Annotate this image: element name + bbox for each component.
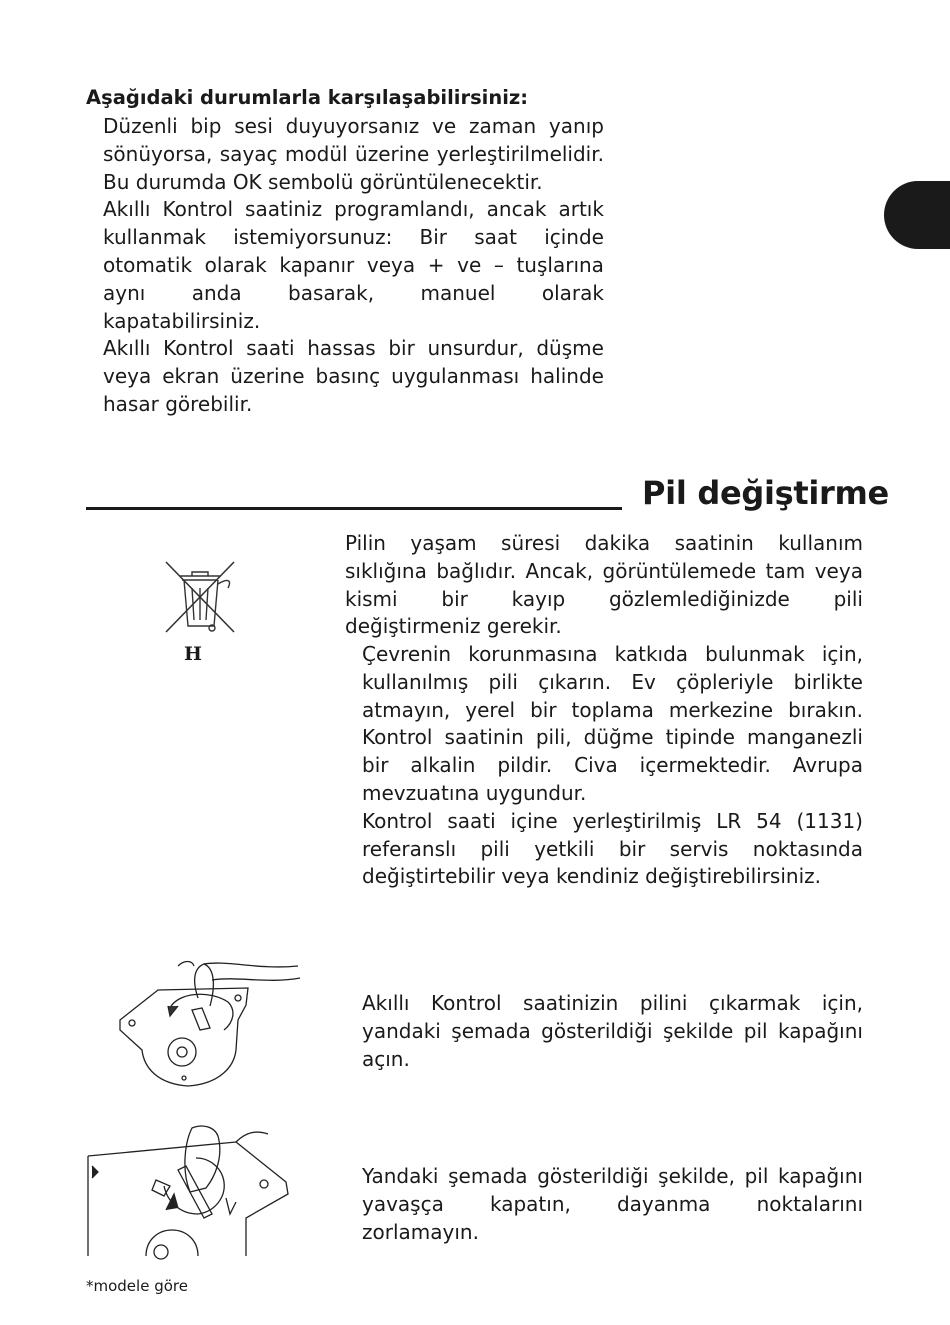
- intro-paragraph: [345, 530, 863, 641]
- step-line: yandaki şemada gösterildiği şekilde pil kapağını: [362, 1018, 863, 1043]
- open-battery-cover-illustration: [118, 960, 303, 1090]
- step-line: Akıllı Kontrol saatinizin pilini çıkarmak için,: [362, 991, 863, 1015]
- note-line: atmayın, yerel bir toplama merkezine bırakın.: [362, 697, 863, 722]
- note-line: Çevrenin korunmasına katkıda bulunmak için,: [362, 642, 863, 666]
- intro-line: kismi bir kayıp gözlemlediğinizde pili: [345, 586, 863, 611]
- chapter-tab: [884, 181, 950, 249]
- note-line: Kontrol saatinin pili, düğme tipinde manganezli: [362, 725, 863, 750]
- warnings-list: [103, 113, 604, 419]
- bin-caption: H: [184, 643, 202, 665]
- step-close-cover: [362, 1163, 863, 1246]
- warning-line: Akıllı Kontrol saatiniz programlandı, ancak artık: [103, 197, 604, 222]
- warning-line: aynı anda basarak, manuel olarak: [103, 280, 604, 305]
- section-rule: [86, 507, 622, 510]
- close-battery-cover-illustration: [86, 1122, 292, 1256]
- crossed-out-wheelie-bin-icon: [162, 560, 238, 636]
- note-line: değiştirtebilir veya kendiniz değiştirebilirsiniz.: [362, 864, 821, 889]
- step-line: Yandaki şemada gösterildiği şekilde, pil kapağını: [362, 1164, 863, 1188]
- warning-line: Düzenli bip sesi duyuyorsanız ve zaman yanıp: [103, 114, 604, 138]
- section-title: Pil değiştirme: [642, 474, 889, 512]
- intro-line: sıklığına bağlıdır. Ancak, görüntülemede tam veya: [345, 558, 863, 583]
- warning-line: hasar görebilir.: [103, 391, 253, 416]
- warning-line: sönüyorsa, sayaç modül üzerine yerleştirilmelidir.: [103, 141, 604, 166]
- step-open-cover: [362, 990, 863, 1073]
- warning-line: otomatik olarak kapanır veya + ve – tuşlarına: [103, 252, 604, 277]
- note-line: referanslı pili yetkili bir servis noktasında: [362, 836, 863, 861]
- note-line: bir alkalin pildir. Civa içermektedir. Avrupa: [362, 753, 863, 778]
- battery-notes: [362, 641, 863, 891]
- intro-line: değiştirmeniz gerekir.: [345, 614, 562, 639]
- note-line: Kontrol saati içine yerleştirilmiş LR 54 (1131): [362, 808, 863, 833]
- warning-line: kapatabilirsiniz.: [103, 308, 261, 333]
- note-line: mevzuatına uygundur.: [362, 780, 587, 805]
- step-line: zorlamayın.: [362, 1219, 479, 1244]
- note-line: kullanılmış pili çıkarın. Ev çöpleriyle birlikte: [362, 669, 863, 694]
- warning-line: Bu durumda OK sembolü görüntülenecektir.: [103, 169, 543, 194]
- warnings-heading: Aşağıdaki durumlarla karşılaşabilirsiniz:: [86, 86, 529, 109]
- intro-line: Pilin yaşam süresi dakika saatinin kullanım: [345, 531, 863, 555]
- warning-line: veya ekran üzerine basınç uygulanması halinde: [103, 364, 604, 389]
- warning-line: kullanmak istemiyorsunuz: Bir saat içinde: [103, 225, 604, 250]
- footnote: *modele göre: [86, 1277, 188, 1295]
- step-line: açın.: [362, 1046, 410, 1071]
- step-line: yavaşça kapatın, dayanma noktalarını: [362, 1191, 863, 1216]
- warning-line: Akıllı Kontrol saati hassas bir unsurdur, düşme: [103, 336, 604, 361]
